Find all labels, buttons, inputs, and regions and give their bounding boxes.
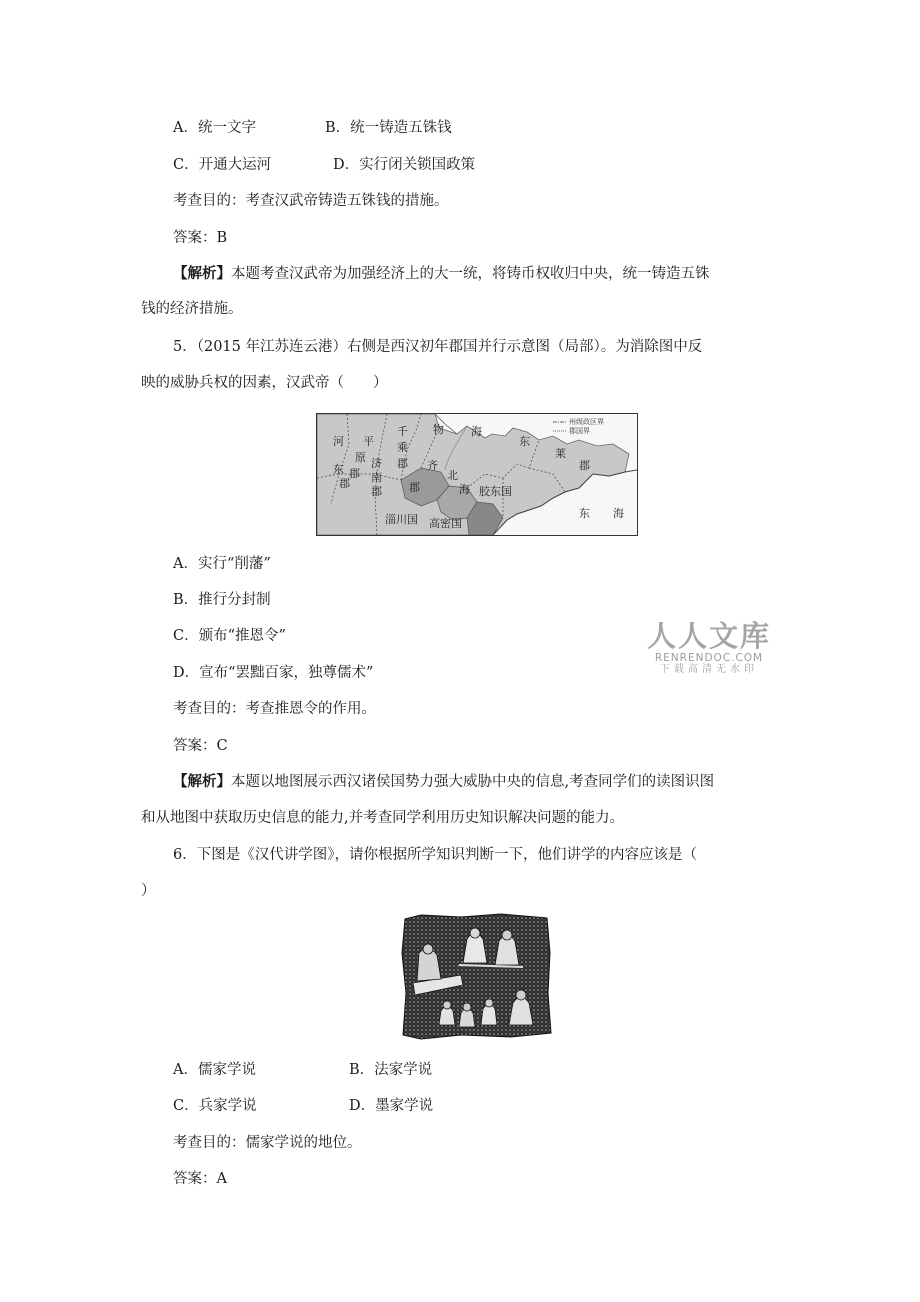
q4-purpose: 考查目的：考查汉武帝铸造五铢钱的措施。 [173, 193, 449, 209]
map-label: 济 [371, 457, 382, 470]
map-label: 胶东国 [479, 485, 512, 498]
map-label: 郡 [409, 481, 420, 494]
map-label: 郡 [349, 467, 360, 480]
q6-option-c: C．兵家学说 [173, 1098, 257, 1114]
western-han-map-figure [316, 413, 638, 536]
map-label: 海 [471, 425, 482, 438]
legend-commandery-boundary: 郡国界 [569, 427, 590, 435]
map-label: 莱 [555, 447, 566, 460]
han-lecture-rubbing-image [401, 913, 552, 1040]
legend-state-boundary: 州级政区界 [569, 418, 604, 426]
analysis-text: 本题考查汉武帝为加强经济上的大一统，将铸币权收归中央，统一铸造五铢 [231, 266, 710, 282]
q6-stem-line2: ） [141, 883, 156, 899]
q5-analysis-line1 [173, 772, 714, 792]
q5-stem-line2: 映的威胁兵权的因素，汉武帝（ ） [141, 375, 388, 391]
map-label: 乘 [397, 441, 408, 454]
q6-option-b: B．法家学说 [349, 1062, 433, 1078]
q6-stem-line1: 6．下图是《汉代讲学图》，请你根据所学知识判断一下，他们讲学的内容应该是（ [173, 847, 697, 863]
map-label: 南 [371, 471, 382, 484]
watermark-main: 人人文库 [646, 619, 771, 653]
q4-analysis-line2: 钱的经济措施。 [141, 301, 243, 317]
watermark-url: RENRENDOC.COM [654, 652, 764, 664]
map-label: 郡 [579, 459, 590, 472]
map-label: 郡 [339, 477, 350, 490]
map-label: 郡 [371, 485, 382, 498]
q5-stem-line1: 5．（2015 年江苏连云港）右侧是西汉初年郡国并行示意图（局部）。为消除图中反 [173, 339, 703, 355]
q5-option-d: D．宣布“罢黜百家，独尊儒术” [173, 665, 374, 681]
map-label: 河 [333, 435, 344, 448]
map-label: 北 [447, 469, 458, 482]
q6-purpose: 考查目的：儒家学说的地位。 [173, 1135, 362, 1151]
map-label: 东 [519, 435, 530, 448]
analysis-text: 本题以地图展示西汉诸侯国势力强大威胁中央的信息,考查同学们的读图识图 [231, 774, 715, 790]
q6-option-d: D．墨家学说 [349, 1098, 434, 1114]
map-label: 海 [613, 507, 624, 520]
map-label: 物 [433, 423, 444, 436]
map-label: 东 [333, 463, 344, 476]
q5-option-b: B．推行分封制 [173, 592, 271, 608]
q4-answer: 答案：B [173, 230, 228, 246]
q5-purpose: 考查目的：考查推恩令的作用。 [173, 701, 376, 717]
q6-answer: 答案：A [173, 1171, 227, 1187]
q4-option-d: D．实行闭关锁国政策 [333, 157, 476, 173]
q4-analysis-line1 [173, 264, 710, 284]
map-label: 东 [579, 507, 590, 520]
q5-option-a: A．实行“削藩” [173, 556, 271, 572]
watermark-sub: 下载高清无水印 [660, 664, 758, 675]
map-label: 海 [459, 483, 470, 496]
q6-option-a: A．儒家学说 [173, 1062, 256, 1078]
map-label: 淄川国 [385, 513, 418, 526]
q5-option-c: C．颁布“推恩令” [173, 628, 286, 644]
watermark-logo [646, 620, 772, 676]
map-label: 齐 [427, 459, 438, 472]
q4-option-a: A．统一文字 [173, 120, 256, 136]
map-label: 郡 [397, 457, 408, 470]
analysis-tag: 【解析】 [173, 265, 231, 282]
map-label: 平 [363, 435, 374, 448]
q4-option-c: C．开通大运河 [173, 157, 272, 173]
map-label: 千 [397, 425, 408, 438]
q5-analysis-line2: 和从地图中获取历史信息的能力,并考查同学利用历史知识解决问题的能力。 [141, 810, 625, 826]
q4-option-b: B．统一铸造五铢钱 [325, 120, 452, 136]
q5-answer: 答案：C [173, 738, 228, 754]
map-label: 原 [355, 451, 366, 464]
map-label: 高密国 [429, 517, 462, 530]
analysis-tag: 【解析】 [173, 773, 231, 790]
